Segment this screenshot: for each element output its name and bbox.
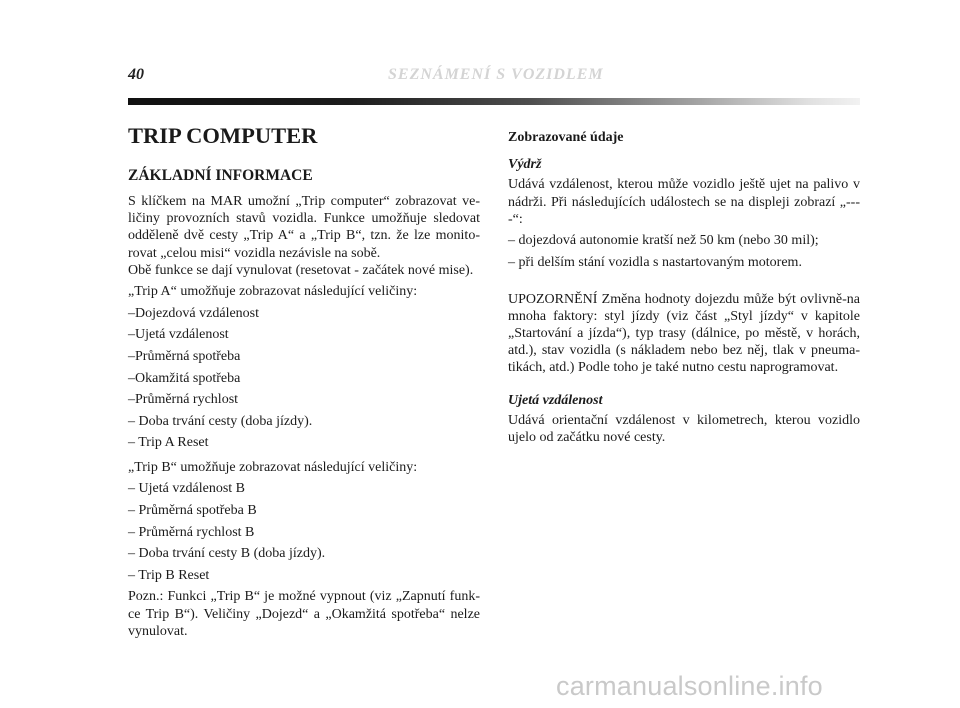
note-paragraph: Pozn.: Funkci „Trip B“ je možné vypnout (viz „Zapnutí funk-ce Trip B“). Veličiny „Dojezd“ a „Okamžitá spotřeba“ nelze vynulovat. <box>128 589 480 639</box>
list-item: – při delším stání vozidla s nastartovaným motorem. <box>508 254 802 270</box>
header-rule <box>128 98 860 105</box>
list-item: – Ujetá vzdálenost B <box>128 481 246 497</box>
trip-a-intro: „Trip A“ umožňuje zobrazovat následující veličiny: <box>128 284 418 300</box>
page-number: 40 <box>128 66 144 83</box>
list-item: – Doba trvání cesty B (doba jízdy). <box>128 546 326 562</box>
left-column <box>128 118 480 640</box>
range-heading: Výdrž <box>508 157 542 173</box>
intro-paragraph: S klíčkem na MAR umožní „Trip computer“ zobrazovat ve-ličiny provozních stavů vozidla. Funkce umožňuje sledovat odděleně dvě cesty „Trip A“ a „Trip B“, tzn. že lze monito-rovat „celou misi“ vozidla nezávisle na sobě. <box>128 194 480 261</box>
running-header: SEZNÁMENÍ S VOZIDLEM <box>388 66 604 83</box>
section-subtitle: ZÁKLADNÍ INFORMACE <box>128 167 313 184</box>
list-item: – Průměrná spotřeba B <box>128 503 257 519</box>
trip-b-intro: „Trip B“ umožňuje zobrazovat následující veličiny: <box>128 459 418 475</box>
page-title: TRIP COMPUTER <box>128 123 318 148</box>
list-item: –Ujetá vzdálenost <box>128 327 229 343</box>
list-item: –Dojezdová vzdálenost <box>128 305 260 321</box>
displayed-data-heading: Zobrazované údaje <box>508 130 624 145</box>
list-item: – Doba trvání cesty (doba jízdy). <box>128 413 313 429</box>
range-paragraph: Udává vzdálenost, kterou může vozidlo ještě ujet na palivo v nádrži. Při následujících událostech se na displeji zobrazí „----“: <box>508 177 860 227</box>
warning-paragraph: UPOZORNĚNÍ Změna hodnoty dojezdu může být ovlivně-na mnoha faktory: styl jízdy (viz část „Styl jízdy“ v kapitole „Startování a jízda“), typ trasy (dálnice, po městě, v horách, atd.), stav vozidla (s nákladem nebo bez něj, tlak v pneuma-tikách, atd.) Podle toho je také nutno cestu naprogramovat. <box>508 291 860 376</box>
list-item: –Průměrná rychlost <box>128 392 239 408</box>
watermark: carmanualsonline.info <box>556 671 823 701</box>
list-item: – Průměrná rychlost B <box>128 524 255 540</box>
list-item: –Okamžitá spotřeba <box>128 370 241 386</box>
reset-note: Obě funkce se dají vynulovat (resetovat - začátek nové mise). <box>128 262 474 278</box>
distance-heading: Ujetá vzdálenost <box>508 392 603 408</box>
list-item: – Trip B Reset <box>128 567 210 583</box>
list-item: – dojezdová autonomie kratší než 50 km (nebo 30 mil); <box>508 233 819 249</box>
right-column <box>508 118 860 446</box>
list-item: –Průměrná spotřeba <box>128 349 241 364</box>
distance-paragraph: Udává orientační vzdálenost v kilometrech, kterou vozidlo ujelo od začátku nové cesty. <box>508 412 860 445</box>
list-item: – Trip A Reset <box>128 435 209 451</box>
